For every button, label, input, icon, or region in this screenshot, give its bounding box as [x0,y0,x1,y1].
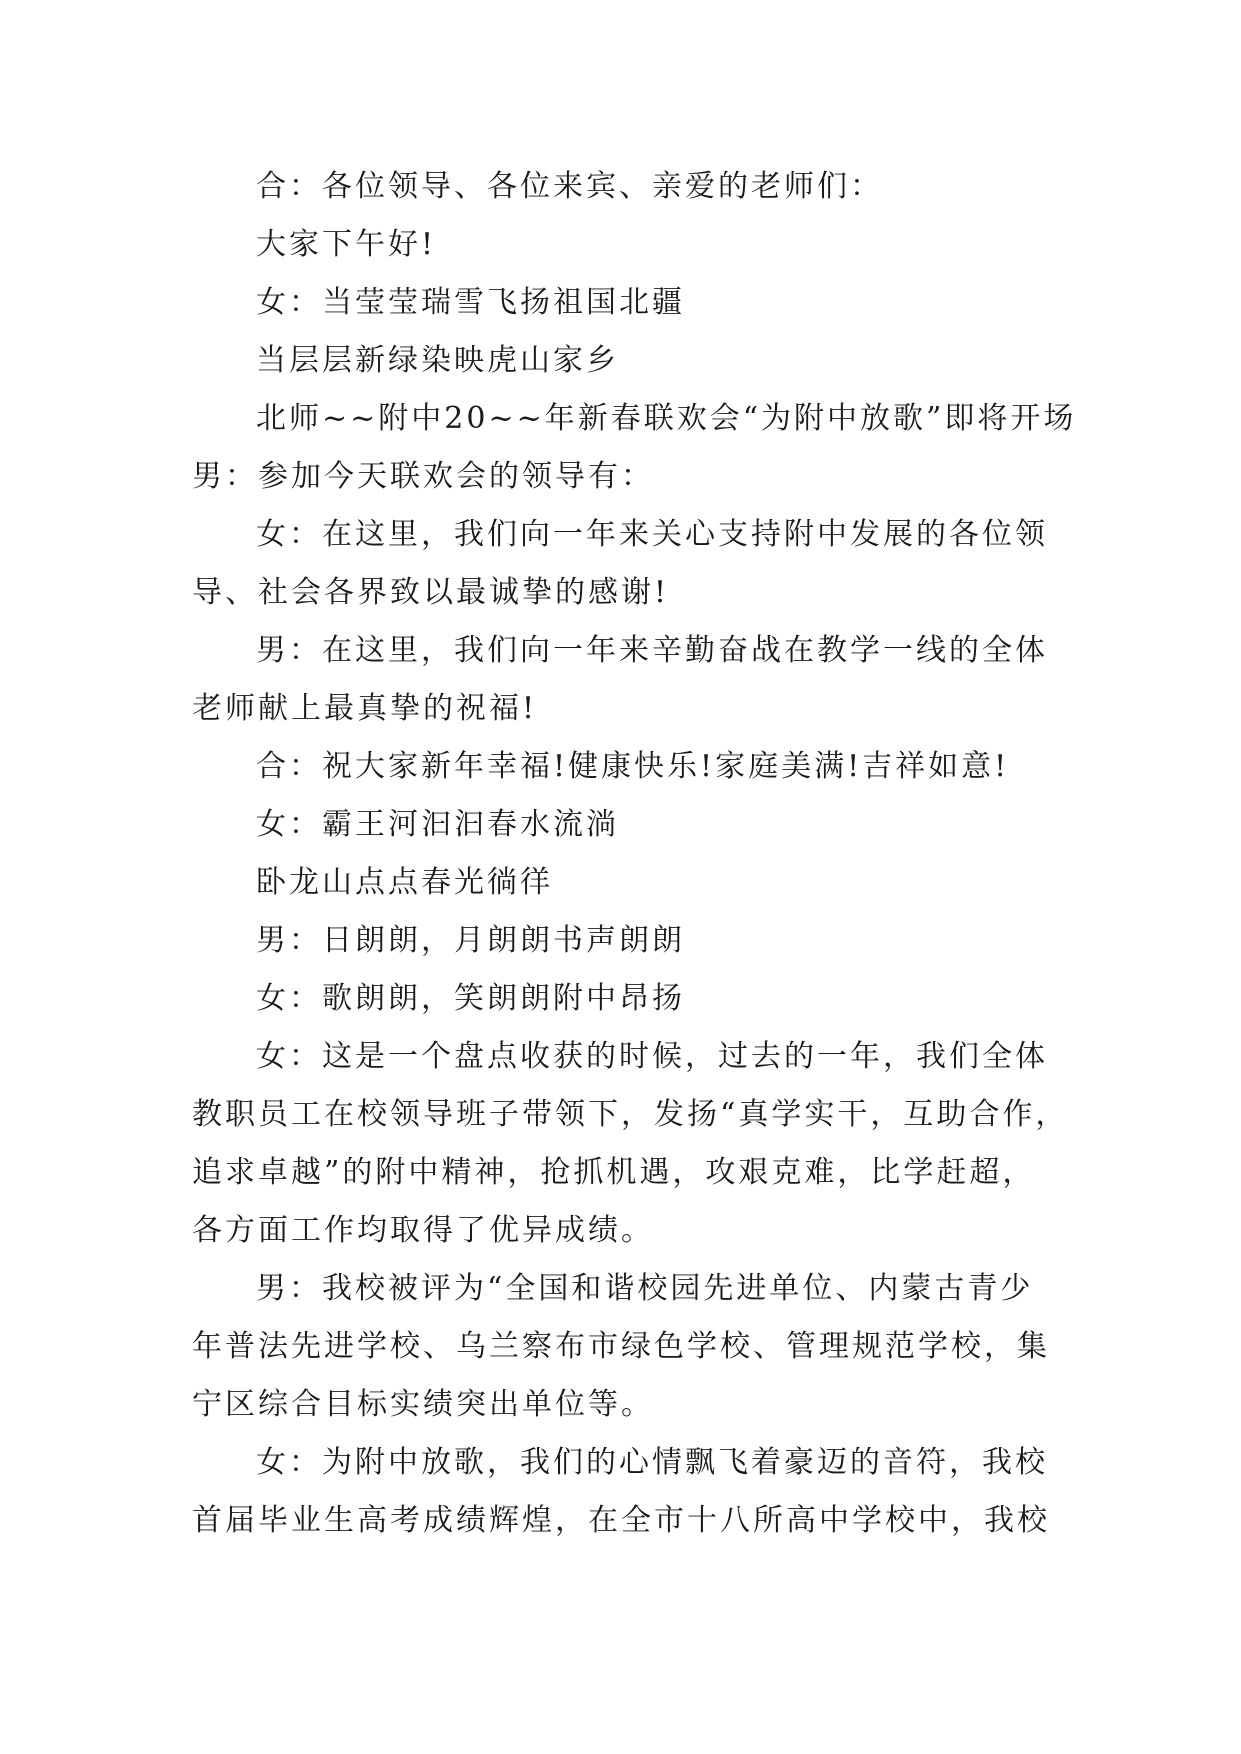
text-line: 女：为附中放歌，我们的心情飘飞着豪迈的音符，我校 [256,1445,1048,1480]
text-line: 首届毕业生高考成绩辉煌，在全市十八所高中学校中，我校 [192,1503,1050,1538]
text-line: 当层层新绿染映虎山家乡 [256,343,619,378]
text-line: 各方面工作均取得了优异成绩。 [192,1213,654,1248]
text-line: 男：我校被评为“全国和谐校园先进单位、内蒙古青少 [256,1271,1034,1306]
text-line: 男：日朗朗，月朗朗书声朗朗 [256,923,685,958]
text-line: 卧龙山点点春光徜徉 [256,865,553,900]
text-line: 教职员工在校领导班子带领下，发扬“真学实干，互助合作， [192,1097,1069,1132]
text-line: 老师献上最真挚的祝福! [192,691,538,726]
text-line: 年普法先进学校、乌兰察布市绿色学校、管理规范学校，集 [192,1329,1050,1364]
text-line: 大家下午好! [256,227,437,262]
document-body [192,158,1077,1550]
text-line: 女：在这里，我们向一年来关心支持附中发展的各位领 [256,517,1048,552]
text-line: 女：当莹莹瑞雪飞扬祖国北疆 [256,285,685,320]
text-line: 女：歌朗朗，笑朗朗附中昂扬 [256,981,685,1016]
text-line: 宁区综合目标实绩突出单位等。 [192,1387,654,1422]
text-line: 合：各位领导、各位来宾、亲爱的老师们： [256,169,883,204]
text-line: 女：这是一个盘点收获的时候，过去的一年，我们全体 [256,1039,1048,1074]
text-line: 男：参加今天联欢会的领导有： [192,459,654,494]
text-line: 合：祝大家新年幸福!健康快乐!家庭美满!吉祥如意! [256,749,1010,784]
text-line: 导、社会各界致以最诚挚的感谢! [192,575,670,610]
text-line: 北师~~附中20~~年新春联欢会“为附中放歌”即将开场 [256,401,1077,436]
text-line: 男：在这里，我们向一年来辛勤奋战在教学一线的全体 [256,633,1048,668]
text-line: 女：霸王河汩汩春水流淌 [256,807,619,842]
text-line: 追求卓越”的附中精神，抢抓机遇，攻艰克难，比学赶超， [192,1155,1036,1190]
